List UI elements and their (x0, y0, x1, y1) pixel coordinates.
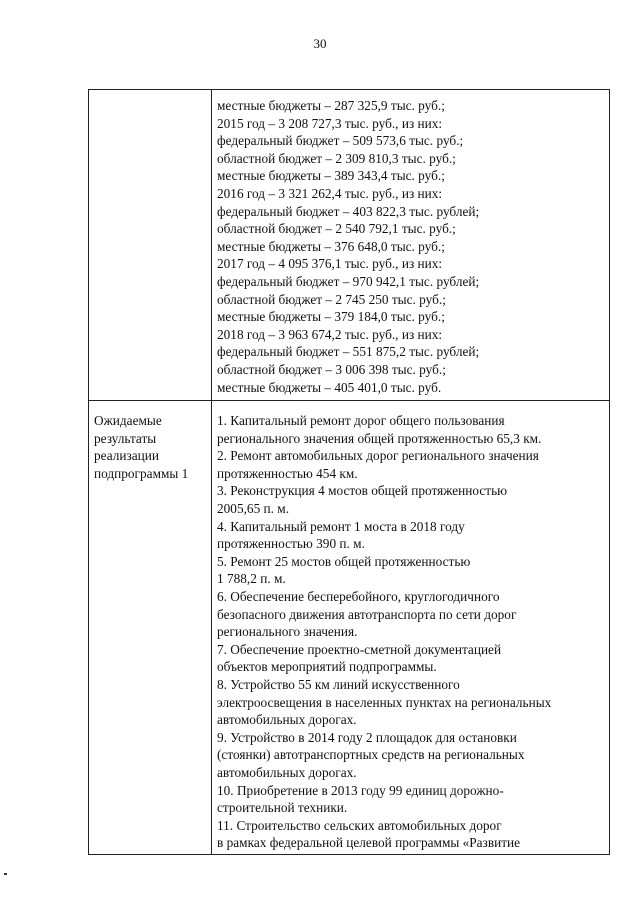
result-line: протяженностью 454 км. (217, 465, 358, 481)
result-line: 1. Капитальный ремонт дорог общего пользования (217, 413, 505, 429)
result-line: безопасного движения автотранспорта по сети дорог (217, 606, 517, 622)
budget-line: местные бюджеты – 379 184,0 тыс. руб.; (217, 309, 445, 325)
budget-lines (217, 97, 609, 396)
budget-label-cell (89, 90, 212, 401)
budget-line: федеральный бюджет – 551 875,2 тыс. рублей; (217, 344, 480, 360)
result-line: объектов мероприятий подпрограммы. (217, 659, 437, 675)
scan-artifact (4, 873, 7, 875)
results-label-line: результаты (94, 430, 157, 446)
result-line: 9. Устройство в 2014 году 2 площадок для остановки (217, 729, 517, 745)
result-line: 5. Ремонт 25 мостов общей протяженностью (217, 553, 471, 569)
result-line: 10. Приобретение в 2013 году 99 единиц дорожно- (217, 782, 504, 798)
result-line: регионального значения общей протяженностью 65,3 км. (217, 430, 542, 446)
result-line: электроосвещения в населенных пунктах на региональных (217, 694, 552, 710)
result-line: 6. Обеспечение бесперебойного, круглогодичного (217, 589, 500, 605)
budget-line: местные бюджеты – 389 343,4 тыс. руб.; (217, 168, 445, 184)
result-line: автомобильных дорогах. (217, 764, 357, 780)
budget-line: федеральный бюджет – 970 942,1 тыс. рублей; (217, 273, 480, 289)
results-lines (217, 412, 609, 852)
results-label-line: подпрограммы 1 (94, 465, 189, 481)
results-label (94, 412, 211, 482)
result-line: в рамках федеральной целевой программы «Развитие (217, 835, 521, 851)
result-line: 3. Реконструкция 4 мостов общей протяженностью (217, 483, 508, 499)
results-cell (212, 401, 610, 855)
budget-line: местные бюджеты – 287 325,9 тыс. руб.; (217, 98, 445, 113)
page-number: 30 (313, 36, 327, 51)
result-line: строительной техники. (217, 800, 348, 816)
results-label-line: реализации (94, 448, 159, 464)
results-label-line: Ожидаемые (94, 413, 162, 429)
table-row-results (89, 401, 610, 855)
budget-line: 2018 год – 3 963 674,2 тыс. руб., из них: (217, 326, 443, 342)
budget-cell (212, 90, 610, 401)
budget-line: 2016 год – 3 321 262,4 тыс. руб., из них: (217, 185, 443, 201)
result-line: автомобильных дорогах. (217, 712, 357, 728)
budget-line: федеральный бюджет – 509 573,6 тыс. руб.; (217, 133, 464, 149)
result-line: 2. Ремонт автомобильных дорог регионального значения (217, 448, 539, 464)
result-line: регионального значения. (217, 624, 358, 640)
budget-line: 2017 год – 4 095 376,1 тыс. руб., из них: (217, 256, 443, 272)
result-line: протяженностью 390 п. м. (217, 536, 365, 552)
results-label-cell (89, 401, 212, 855)
budget-line: областной бюджет – 3 006 398 тыс. руб.; (217, 361, 446, 377)
table-row-budget (89, 90, 610, 401)
result-line: 8. Устройство 55 км линий искусственного (217, 677, 460, 692)
subprogram-table (88, 89, 610, 855)
result-line: 11. Строительство сельских автомобильных дорог (217, 817, 502, 833)
result-line: 4. Капитальный ремонт 1 моста в 2018 году (217, 518, 465, 534)
result-line: 2005,65 п. м. (217, 501, 290, 517)
budget-line: федеральный бюджет – 403 822,3 тыс. рублей; (217, 203, 480, 219)
budget-line: 2015 год – 3 208 727,3 тыс. руб., из них: (217, 115, 443, 131)
result-line: (стоянки) автотранспортных средств на региональных (217, 747, 525, 763)
budget-line: областной бюджет – 2 540 792,1 тыс. руб.; (217, 221, 456, 237)
budget-line: областной бюджет – 2 309 810,3 тыс. руб.; (217, 150, 456, 166)
result-line: 1 788,2 п. м. (217, 571, 286, 587)
budget-line: местные бюджеты – 376 648,0 тыс. руб.; (217, 238, 445, 254)
result-line: 7. Обеспечение проектно-сметной документацией (217, 641, 502, 657)
budget-line: областной бюджет – 2 745 250 тыс. руб.; (217, 291, 446, 307)
budget-line: местные бюджеты – 405 401,0 тыс. руб. (217, 379, 442, 395)
